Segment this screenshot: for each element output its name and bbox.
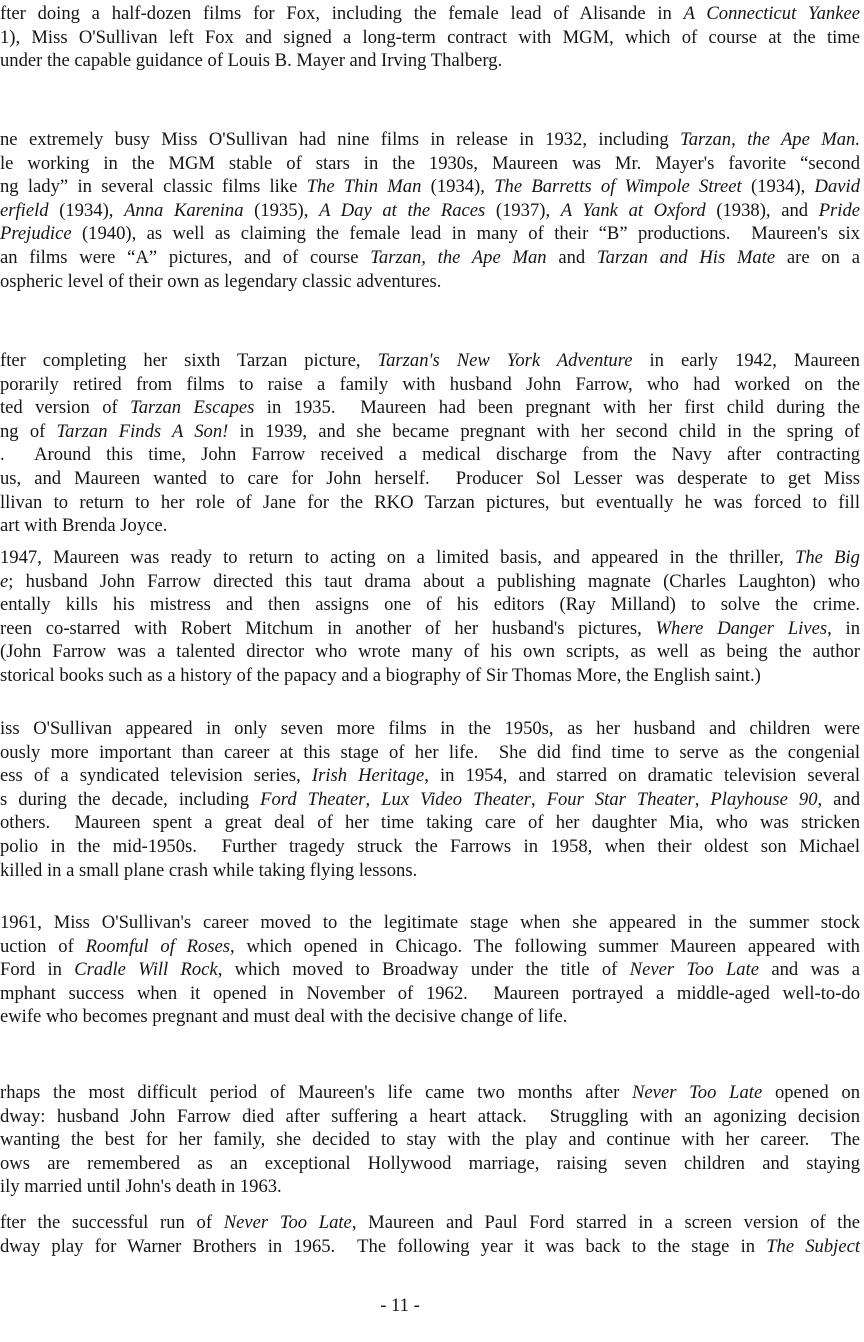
text-line: entally kills his mistress and then assigns one of his editors (Ray Milland) to solve the crime. <box>0 594 860 616</box>
text-line: 1961, Miss O'Sullivan's career moved to the legitimate stage when she appeared in the summer stock <box>0 912 860 933</box>
text-line: ne extremely busy Miss O'Sullivan had nine films in release in 1932, including Tarzan, the Ape Man. <box>0 129 860 150</box>
text-line: us, and Maureen wanted to care for John herself. Producer Sol Lesser was desperate to get Miss <box>0 467 860 489</box>
text-line: ted version of Tarzan Escapes in 1935. Maureen had been pregnant with her first child during the <box>0 397 860 419</box>
text-line: 1), Miss O'Sullivan left Fox and signed a long-term contract with MGM, which of course at the time <box>0 26 860 48</box>
text-line: uction of Roomful of Roses, which opened in Chicago. The following summer Maureen appeared with <box>0 935 860 957</box>
page-number: - 11 - <box>380 1295 420 1316</box>
text-line: iss O'Sullivan appeared in only seven more films in the 1950s, as her husband and children were <box>0 718 860 739</box>
text-line: reen co-starred with Robert Mitchum in another of her husband's pictures, Where Danger Lives, in <box>0 617 860 639</box>
text-line: fter doing a half-dozen films for Fox, including the female lead of Alisande in A Connecticut Yankee <box>0 3 860 24</box>
text-line: killed in a small plane crash while taking flying lessons. <box>0 859 418 881</box>
text-line: fter completing her sixth Tarzan picture, Tarzan's New York Adventure in early 1942, Maureen <box>0 350 860 371</box>
text-line: ess of a syndicated television series, Irish Heritage, in 1954, and starred on dramatic television several <box>0 765 861 787</box>
text-line: art with Brenda Joyce. <box>0 515 168 537</box>
text-line: rhaps the most difficult period of Maureen's life came two months after Never Too Late opened on <box>0 1082 860 1103</box>
text-line: e; husband John Farrow directed this taut drama about a publishing magnate (Charles Laughton) who <box>0 570 860 592</box>
text-line: ng lady” in several classic films like The Thin Man (1934), The Barretts of Wimpole Street (1934), David <box>0 176 860 198</box>
text-line: mphant success when it opened in November of 1962. Maureen portrayed a middle-aged well-to-do <box>0 982 860 1004</box>
text-line: ily married until John's death in 1963. <box>0 1176 282 1198</box>
paragraph <box>0 546 860 688</box>
text-line: llivan to return to her role of Jane for the RKO Tarzan pictures, but eventually he was forced to fill <box>0 491 860 513</box>
text-line: (John Farrow was a talented director who wrote many of his own scripts, as well as being the author <box>0 641 860 663</box>
text-line: an films were “A” pictures, and of course Tarzan, the Ape Man and Tarzan and His Mate are on a <box>0 246 860 268</box>
text-line: ospheric level of their own as legendary classic adventures. <box>0 270 442 292</box>
paragraph <box>0 349 860 538</box>
paragraph <box>0 911 860 1029</box>
text-line: fter the successful run of Never Too Late, Maureen and Paul Ford starred in a screen version of the <box>0 1212 861 1233</box>
text-line: wanting the best for her family, she decided to stay with the play and continue with her career. The <box>0 1129 860 1151</box>
paragraph <box>0 2 860 73</box>
text-line: ows are remembered as an exceptional Hollywood marriage, raising seven children and staying <box>0 1152 860 1174</box>
paragraph <box>0 1211 860 1258</box>
text-line: polio in the mid-1950s. Further tragedy struck the Farrows in 1958, when their oldest son Michael <box>0 835 860 857</box>
text-line: ously more important than career at this stage of her life. She did find time to serve as the congenial <box>0 741 860 763</box>
text-line: Prejudice (1940), as well as claiming the female lead in many of their “B” productions. Maureen's six <box>0 223 860 245</box>
text-line: dway play for Warner Brothers in 1965. The following year it was back to the stage in The Subject <box>0 1235 860 1257</box>
text-line: porarily retired from films to raise a family with husband John Farrow, who had worked on the <box>0 373 860 395</box>
paragraph <box>0 1081 860 1199</box>
paragraph <box>0 128 860 293</box>
text-line: le working in the MGM stable of stars in the 1930s, Maureen was Mr. Mayer's favorite “second <box>0 152 860 174</box>
text-line: 1947, Maureen was ready to return to acting on a limited basis, and appeared in the thriller, The Big <box>0 547 860 568</box>
paragraph <box>0 717 860 882</box>
text-line: ng of Tarzan Finds A Son! in 1939, and she became pregnant with her second child in the spring of <box>0 420 860 442</box>
text-line: storical books such as a history of the papacy and a biography of Sir Thomas More, the English saint.) <box>0 664 761 686</box>
text-line: s during the decade, including Ford Theater, Lux Video Theater, Four Star Theater, Playhouse 90, and <box>0 788 861 810</box>
text-line: others. Maureen spent a great deal of her time taking care of her daughter Mia, who was stricken <box>0 812 860 834</box>
text-line: dway: husband John Farrow died after suffering a heart attack. Struggling with an agonizing decision <box>0 1105 860 1127</box>
text-line: Ford in Cradle Will Rock, which moved to Broadway under the title of Never Too Late and was a <box>0 959 861 981</box>
text-line: erfield (1934), Anna Karenina (1935), A Day at the Races (1937), A Yank at Oxford (1938), and Pride <box>0 199 860 221</box>
text-line: ewife who becomes pregnant and must deal with the decisive change of life. <box>0 1006 568 1028</box>
text-line: . Around this time, John Farrow received a medical discharge from the Navy after contracting <box>0 444 860 466</box>
text-line: under the capable guidance of Louis B. Mayer and Irving Thalberg. <box>0 50 503 72</box>
